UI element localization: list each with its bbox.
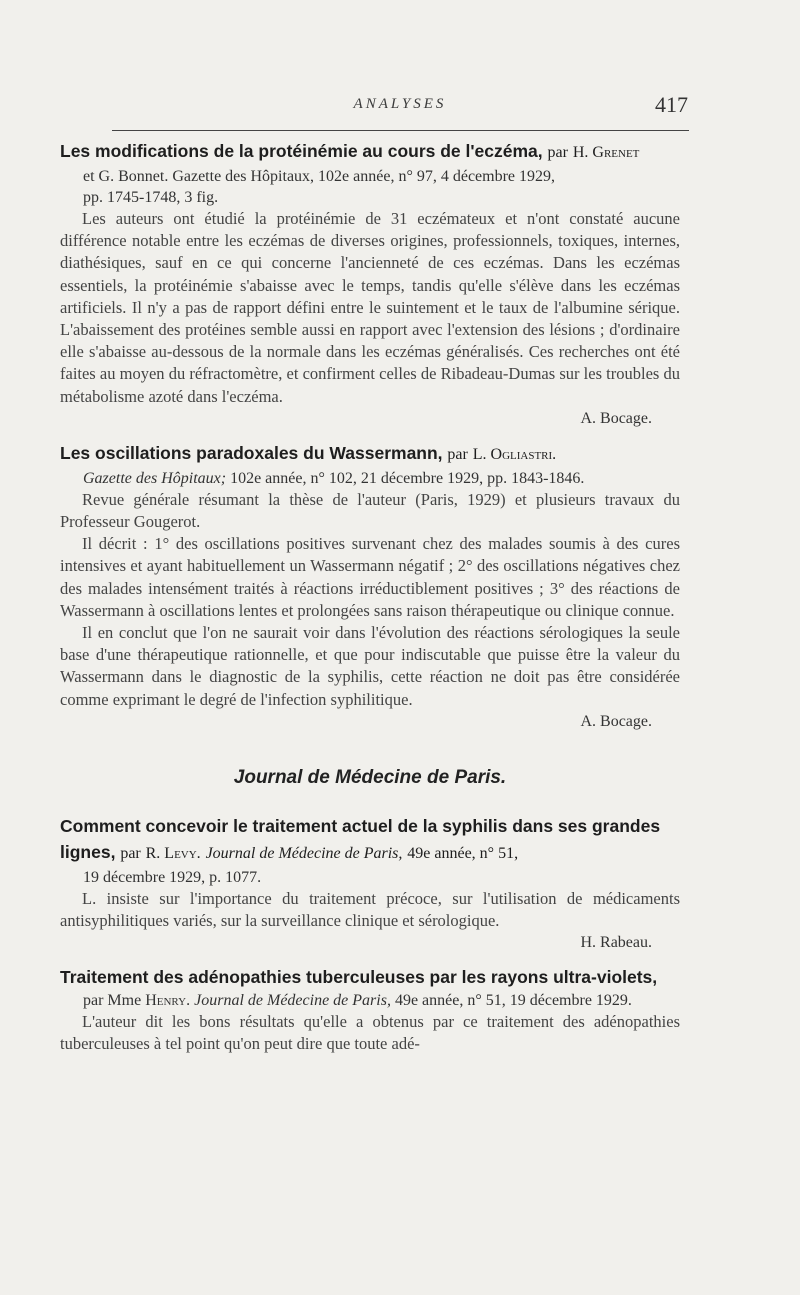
article-signature: H. Rabeau.	[580, 934, 652, 952]
article-title	[60, 138, 680, 166]
article-proteinemie	[60, 138, 680, 430]
article-by: par	[120, 844, 141, 862]
reference-line: pp. 1745-1748, 3 fig.	[83, 189, 219, 206]
article-adenopathies	[60, 964, 680, 1055]
article-title-text: Comment concevoir le traitement actuel de la syphilis dans ses grandes	[60, 815, 661, 836]
reference-details: 102e année, n° 102, 21 décembre 1929, pp. 1843-1846.	[230, 469, 585, 487]
reference-line: et G. Bonnet. Gazette des Hôpitaux, 102e année, n° 97, 4 décembre 1929,	[83, 168, 556, 185]
reference-by: par Mme	[83, 992, 142, 1010]
article-paragraph: Revue générale résumant la thèse de l'auteur (Paris, 1929) et plusieurs travaux du Professeur Gougerot.	[60, 489, 680, 532]
running-head: ANALYSES	[353, 96, 447, 112]
article-author: L. Ogliastri.	[472, 445, 557, 463]
reference-journal: Gazette des Hôpitaux;	[83, 469, 227, 487]
page-number: 417	[655, 92, 688, 117]
article-syphilis	[60, 813, 680, 954]
article-reference	[83, 166, 680, 208]
article-author: H. Grenet	[572, 144, 640, 161]
article-title-text: lignes,	[60, 841, 116, 862]
article-author: Henry.	[145, 992, 191, 1010]
article-paragraph: Les auteurs ont étudié la protéinémie de 31 eczémateux et n'ont constaté aucune différence notable entre les eczémas de diverses origines, professionnels, toxiques, internes, diathésiques, sauf en ce qui concerne l'ancienneté de ces eczémas. Dans les eczémas essentiels, la protéinémie s'abaisse avec le temps, tandis qu'elle s'élève dans les eczémas artificiels. Il n'y a pas de rapport défini entre le suintement et le taux de l'albumine sérique. L'abaissement des protéines semble aussi en rapport avec l'extension des lésions ; d'ordinaire elle s'abaisse au-dessous de la normale dans les eczémas généralisés. Ces recherches ont été faites au moyen du réfractomètre, et confirment celles de Ribadeau-Dumas sur les troubles du métabolisme azoté dans l'eczéma.	[60, 209, 680, 406]
article-paragraph: Il en conclut que l'on ne saurait voir dans l'évolution des réactions sérologiques la seule base d'une thérapeutique rationnelle, et que pour indiscutable que puisse être la valeur du Wassermann dans le diagnostic de la syphilis, cette réaction ne doit pas être considérée comme exprimant le degré de l'infection syphilitique.	[60, 623, 680, 709]
article-title	[60, 813, 680, 867]
content	[60, 138, 680, 1056]
reference-details: 49e année, n° 51,	[407, 844, 519, 862]
article-author: R. Levy.	[145, 844, 201, 862]
reference-journal: Journal de Médecine de Paris,	[205, 844, 403, 862]
journal-heading: Journal de Médecine de Paris.	[233, 766, 507, 788]
article-signature: A. Bocage.	[580, 712, 652, 730]
article-title: Traitement des adénopathies tuberculeuses par les rayons ultra-violets,	[60, 967, 658, 988]
reference-details: 49e année, n° 51, 19 décembre 1929.	[394, 992, 632, 1010]
header-rule	[112, 130, 689, 131]
reference-journal: Journal de Médecine de Paris,	[194, 992, 391, 1010]
article-title-text: Les oscillations paradoxales du Wassermann,	[60, 442, 443, 463]
article-paragraph: L'auteur dit les bons résultats qu'elle a obtenus par ce traitement des adénopathies tuberculeuses à tel point qu'on peut dire que toute adé-	[60, 1012, 680, 1054]
article-reference: 19 décembre 1929, p. 1077.	[83, 868, 262, 886]
article-paragraph: Il décrit : 1° des oscillations positives survenant chez des malades soumis à des cures intensives et ayant habituellement un Wassermann négatif ; 2° des oscillations négatives chez des malades intensément traités à réactions irréductiblement positives ; 3° des réactions de Wassermann à oscillations lentes et prolongées sans raison thérapeutique ou clinique connue.	[60, 534, 680, 620]
article-reference	[83, 990, 680, 1011]
article-by: par	[547, 144, 568, 161]
article-title-text: Les modifications de la protéinémie au cours de l'eczéma,	[60, 141, 543, 161]
article-wassermann	[60, 440, 680, 733]
article-title	[60, 440, 680, 468]
article-reference	[83, 468, 680, 489]
article-signature: A. Bocage.	[580, 409, 652, 427]
article-by: par	[447, 445, 468, 463]
article-paragraph: L. insiste sur l'importance du traitement précoce, sur l'utilisation de médicaments antisyphilitiques variés, sur la surveillance clinique et sérologique.	[60, 888, 680, 931]
